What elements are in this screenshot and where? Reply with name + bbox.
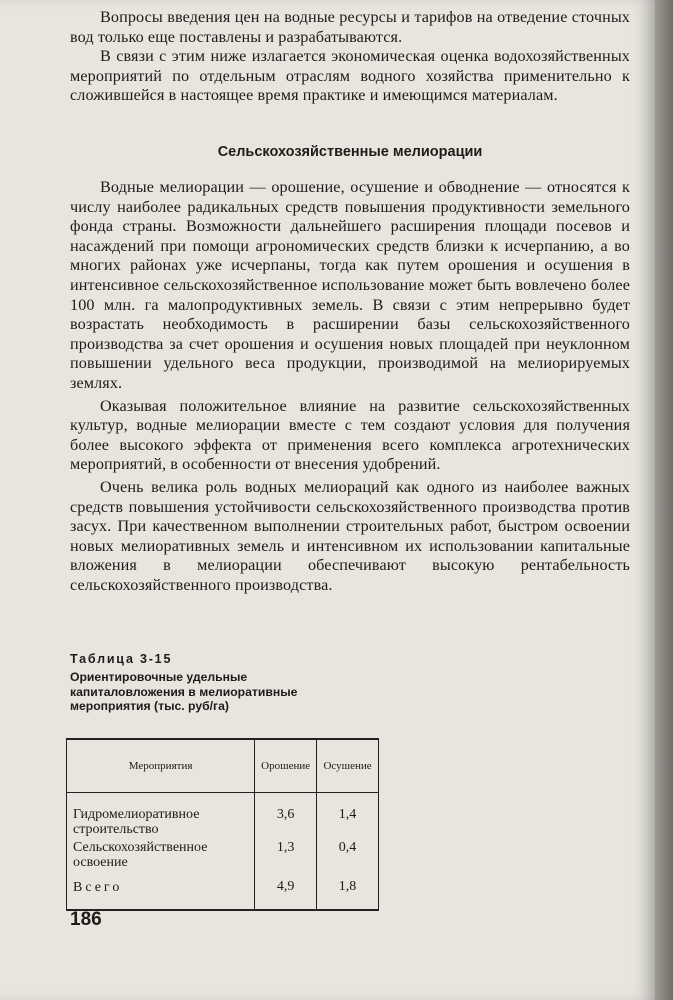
intro-paragraph-1: Вопросы введения цен на водные ресурсы и тарифов на отведение сточных вод только еще поставлены и разрабатываются. <box>70 8 630 46</box>
table-row-name: Гидромелиоративное строительство <box>67 793 255 839</box>
table-cell-drainage: 1,8 <box>317 871 379 910</box>
table-header-measure: Мероприятия <box>67 739 255 793</box>
table-cell-irrigation: 4,9 <box>255 871 317 910</box>
table-row-name: Всего <box>67 871 255 910</box>
table-row <box>67 838 379 871</box>
data-table <box>66 738 379 911</box>
table-cell-irrigation: 1,3 <box>255 838 317 871</box>
table-cell-drainage: 0,4 <box>317 838 379 871</box>
section-paragraph-3: Очень велика роль водных мелиораций как одного из наиболее важных средств повышения устойчивости сельскохозяйственного производства против засух. При качественном выполнении строительных работ, быстром освоении новых мелиоративных земель и интенсивном их использовании капитальные вложения в мелиорации обеспечивают высокую рентабельность сельскохозяйственного производства. <box>70 477 630 594</box>
section-paragraph-2: Оказывая положительное влияние на развитие сельскохозяйственных культур, водные мелиорации вместе с тем создают условия для получения более высокого эффекта от применения всего комплекса агротехнических мероприятий, в особенности от внесения удобрений. <box>70 396 630 474</box>
section-paragraph-1: Водные мелиорации — орошение, осушение и обводнение — относятся к числу наиболее радикальных средств повышения продуктивности земельного фонда страны. Возможности дальнейшего расширения площади посевов и насаждений при помощи агрономических средств близки к исчерпанию, а во многих районах уже исчерпаны, тогда как путем орошения и осушения в интенсивное сельскохозяйственное использование может быть вовлечено более 100 млн. га малопродуктивных земель. В связи с этим непрерывно будет возрастать необходимость в расширении базы сельскохозяйственного производства за счет орошения и осушения новых площадей при неуклонном повышении удельного веса продукции, производимой на мелиорируемых землях. <box>70 178 630 392</box>
section-text-block <box>70 178 630 595</box>
section-heading: Сельскохозяйственные мелиорации <box>217 144 483 160</box>
page-gutter-shadow <box>655 0 673 1000</box>
table-row-name: Сельскохозяйственное освоение <box>67 838 255 871</box>
table-cell-drainage: 1,4 <box>317 793 379 839</box>
section-heading-block <box>70 144 630 160</box>
table-header-drainage: Осушение <box>317 739 379 793</box>
intro-text-block <box>70 8 630 106</box>
table-caption: Ориентировочные удельные капиталовложения в мелиоративные мероприятия (тыс. руб/га) <box>70 670 298 714</box>
intro-paragraph-2: В связи с этим ниже излагается экономическая оценка водохозяйственных мероприятий по отдельным отраслям водного хозяйства применительно к сложившейся в настоящее время практике и имеющимся материалам. <box>70 47 630 105</box>
table-cell-irrigation: 3,6 <box>255 793 317 839</box>
table-row <box>67 793 379 839</box>
table-header-irrigation: Орошение <box>255 739 317 793</box>
table-row <box>67 871 379 910</box>
page-number: 186 <box>70 909 102 930</box>
table-label: Таблица 3-15 <box>70 652 173 666</box>
